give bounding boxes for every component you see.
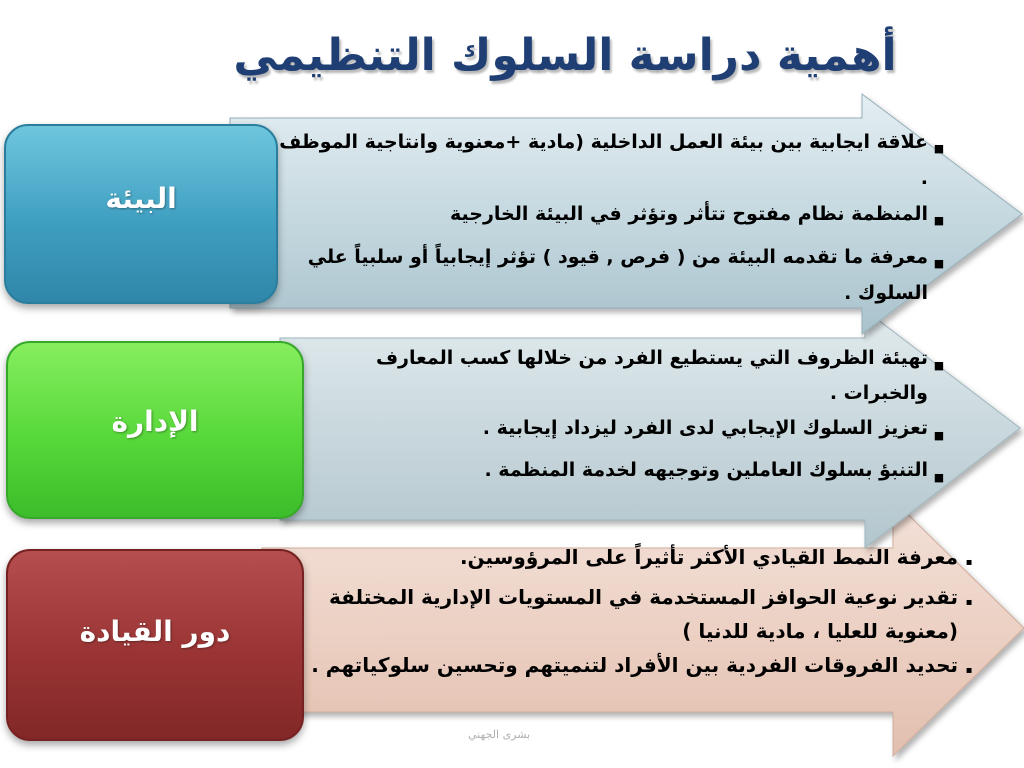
bullet-icon: ■ bbox=[933, 142, 945, 155]
category-label: دور القيادة bbox=[79, 615, 231, 648]
list-item: ■ تهيئة الظروف التي يستطيع الفرد من خلالها كسب المعارف والخبرات . bbox=[310, 341, 950, 411]
list-item: ■ علاقة ايجابية بين بيئة العمل الداخلية (مادية +معنوية وانتاجية الموظف . bbox=[270, 124, 950, 196]
category-box-leadership bbox=[6, 549, 304, 741]
category-box-environment bbox=[4, 124, 278, 304]
category-label: البيئة bbox=[105, 182, 177, 215]
list-item: ■ معرفة ما تقدمه البيئة من ( فرص , قيود ) تؤثر إيجابياً أو سلبياً علي السلوك . bbox=[270, 239, 950, 311]
category-label: الإدارة bbox=[111, 405, 199, 438]
bullet-icon: ▪ bbox=[965, 597, 973, 608]
bullet-icon: ▪ bbox=[965, 557, 973, 568]
bullet-icon: ■ bbox=[933, 214, 945, 227]
footer-author: بشرى الجهني bbox=[468, 728, 531, 741]
bullet-icon: ■ bbox=[933, 257, 945, 270]
list-item: ▪ معرفة النمط القيادي الأكثر تأثيراً على المرؤوسين. bbox=[310, 540, 980, 580]
bullet-icon: ▪ bbox=[965, 665, 973, 676]
list-item: ▪ تقدير نوعية الحوافز المستخدمة في المستويات الإدارية المختلفة (معنوية للعليا ، مادية للدنيا ) bbox=[310, 580, 980, 648]
bullet-icon: ■ bbox=[933, 429, 945, 442]
management-points bbox=[310, 341, 950, 495]
list-item: ■ التنبؤ بسلوك العاملين وتوجيهه لخدمة المنظمة . bbox=[310, 453, 950, 495]
category-box-management bbox=[6, 341, 304, 519]
list-item: ▪ تحديد الفروقات الفردية بين الأفراد لتنميتهم وتحسين سلوكياتهم . bbox=[310, 648, 980, 688]
list-item: ■ تعزيز السلوك الإيجابي لدى الفرد ليزداد إيجابية . bbox=[310, 411, 950, 453]
leadership-points bbox=[310, 540, 980, 688]
bullet-icon: ■ bbox=[933, 359, 945, 372]
slide-title: أهمية دراسة السلوك التنظيمي bbox=[233, 30, 897, 81]
environment-points bbox=[270, 124, 950, 311]
bullet-icon: ■ bbox=[933, 471, 945, 484]
list-item: ■ المنظمة نظام مفتوح تتأثر وتؤثر في البيئة الخارجية bbox=[270, 196, 950, 239]
